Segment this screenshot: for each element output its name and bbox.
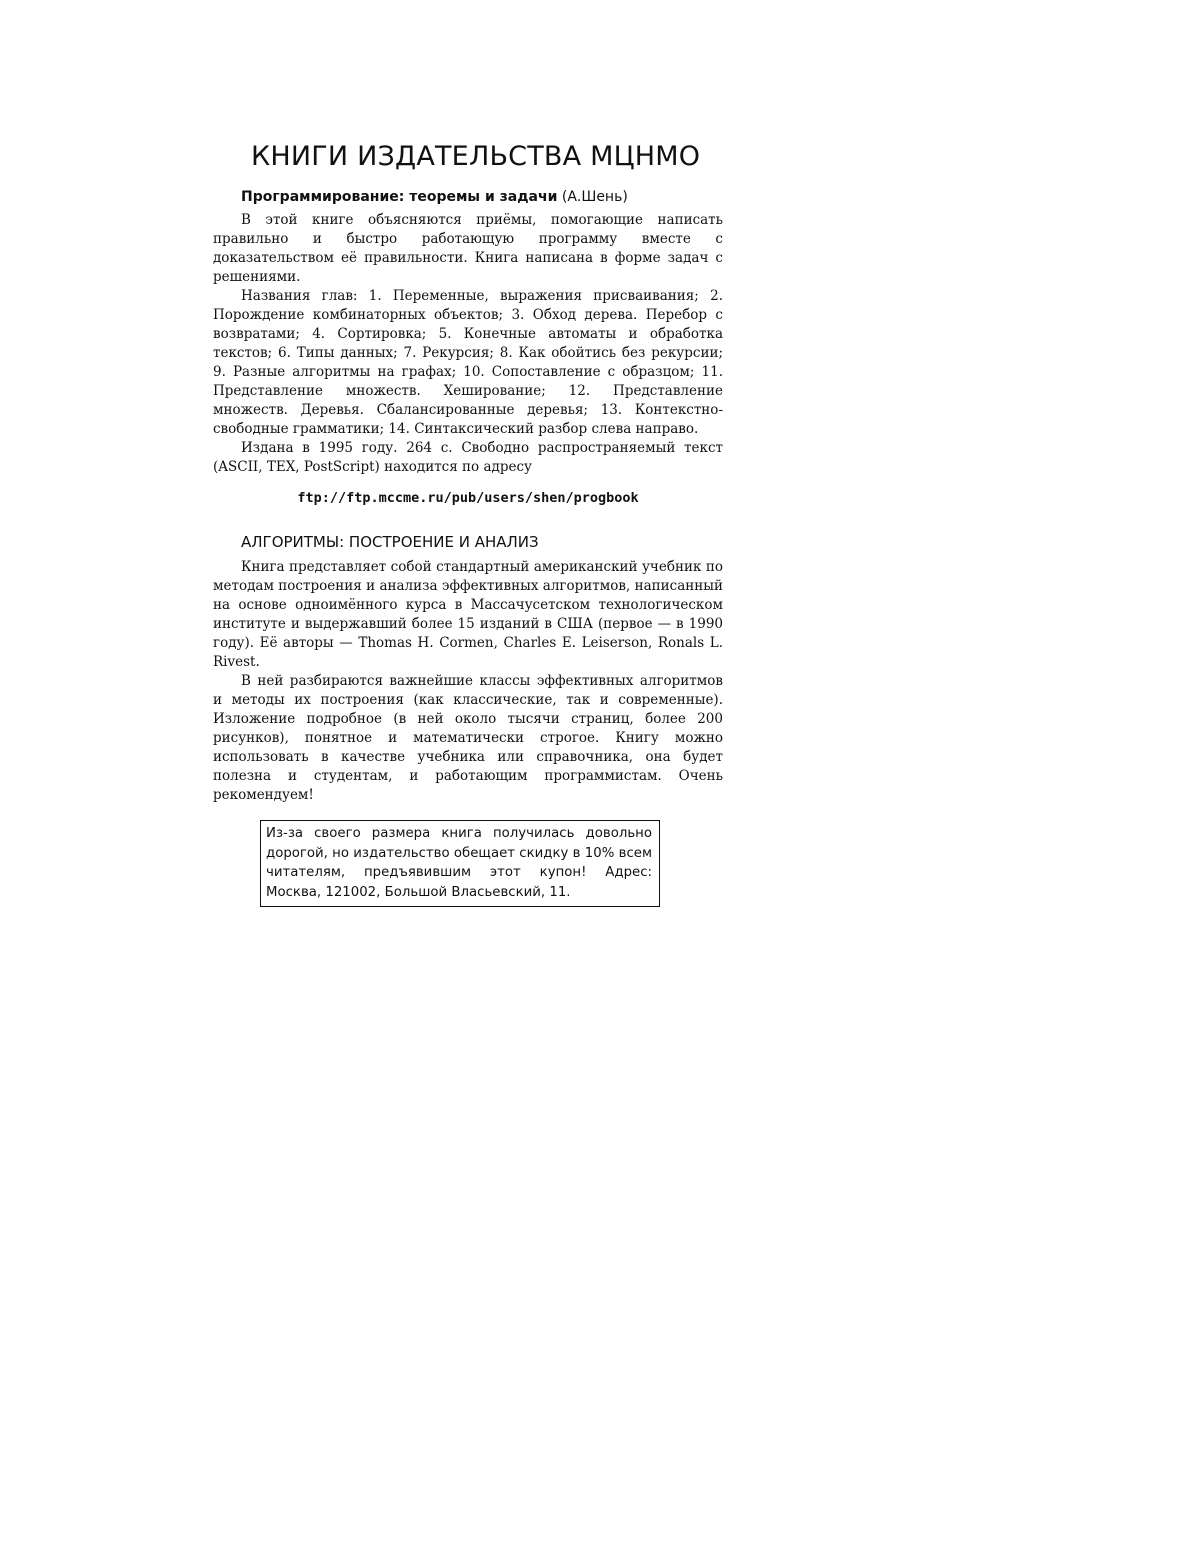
book1-paragraph: В этой книге объясняются приёмы, помогающие написать правильно и быстро работающую программу вместе с доказательством её правильности. Книга написана в форме задач с решениями. — [213, 212, 723, 285]
coupon-box: Из-за своего размера книга получилась довольно дорогой, но издательство обещает скидку в 10% всем читателям, предъявившим этот купон! Адрес: Москва, 121002, Большой Власьевский, 11. — [260, 820, 660, 907]
book1-author: (А.Шень) — [561, 189, 628, 205]
book1-title: Программирование: теоремы и задачи — [241, 189, 558, 205]
book1-paragraph: Названия глав: 1. Переменные, выражения присваивания; 2. Порождение комбинаторных объектов; 3. Обход дерева. Перебор с возвратами; 4. Сортировка; 5. Конечные автоматы и обработка текстов; 6. Типы данных; 7. Рекурсия; 8. Как обойтись без рекурсии; 9. Разные алгоритмы на графах; 10. Сопоставление с образцом; 11. Представление множеств. Хеширование; 12. Представление множеств. Деревья. Сбалансированные деревья; 13. Контекстно-свободные грамматики; 14. Синтаксический разбор слева направо. — [213, 288, 723, 437]
book2-paragraph: Книга представляет собой стандартный американский учебник по методам построения и анализа эффективных алгоритмов, написанный на основе одноимённого курса в Массачусетском технологическом институте и выдержавший более 15 изданий в США (первое — в 1990 году). Её авторы — Thomas H. Cormen, Charles E. Leiserson, Ronals L. Rivest. — [213, 559, 723, 670]
page-title: КНИГИ ИЗДАТЕЛЬСТВА МЦНМО — [251, 141, 701, 172]
book1-url: ftp://ftp.mccme.ru/pub/users/shen/progbook — [297, 490, 639, 506]
document-page — [213, 135, 723, 907]
book1-heading — [241, 187, 723, 207]
book2-paragraph: В ней разбираются важнейшие классы эффективных алгоритмов и методы их построения (как классические, так и современные). Изложение подробное (в ней около тысячи страниц, более 200 рисунков), понятное и математически строгое. Книгу можно использовать в качестве учебника или справочника, она будет полезна и студентам, и работающим программистам. Очень рекомендуем! — [213, 673, 723, 803]
book1-paragraph: Издана в 1995 году. 264 с. Свободно распространяемый текст (ASCII, TEX, PostScript) находится по адресу — [213, 440, 723, 475]
book2-title: АЛГОРИТМЫ: ПОСТРОЕНИЕ И АНАЛИЗ — [241, 533, 539, 551]
